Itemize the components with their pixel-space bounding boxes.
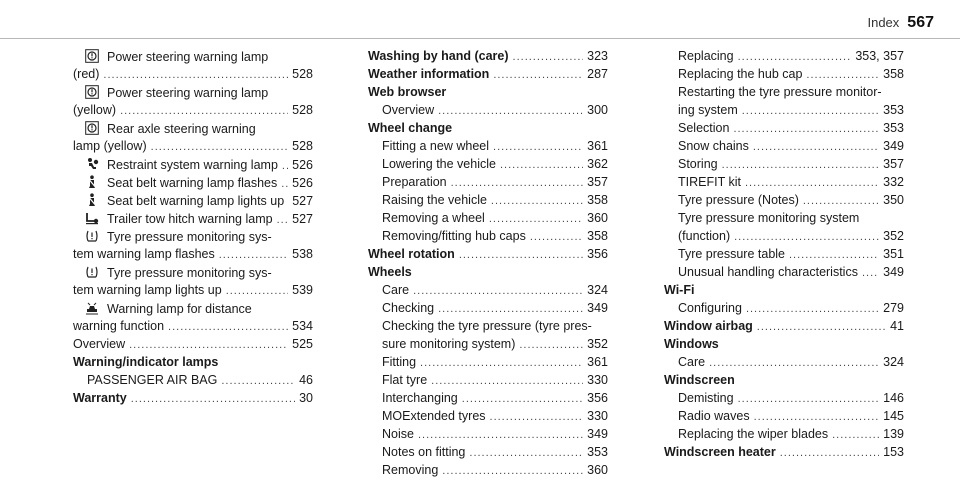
page-reference[interactable]: 353: [587, 445, 608, 459]
page-reference[interactable]: 46: [299, 373, 313, 387]
index-entry: [73, 119, 313, 137]
entry-text: Tyre pressure monitoring sys-: [107, 266, 272, 280]
page-reference[interactable]: 353: [883, 121, 904, 135]
page-reference[interactable]: 332: [883, 175, 904, 189]
entry-text: Wheels: [368, 265, 412, 279]
entry-text: (yellow): [73, 103, 117, 117]
leader-dots: [519, 336, 583, 354]
entry-text: Weather information: [368, 67, 490, 81]
entry-text: Wheel change: [368, 121, 453, 135]
page-number: 567: [907, 14, 934, 31]
entry-text: Removing/fitting hub caps: [382, 229, 526, 243]
index-entry: [73, 155, 313, 173]
page-reference[interactable]: 528: [292, 139, 313, 153]
index-column-3: [664, 47, 904, 461]
page-reference[interactable]: 526: [292, 158, 313, 172]
leader-dots: [746, 300, 879, 318]
index-entry: [664, 389, 904, 407]
entry-text: lamp (yellow): [73, 139, 147, 153]
entry-text: Tyre pressure monitoring sys-: [107, 230, 272, 244]
entry-text: Seat belt warning lamp flashes: [107, 176, 278, 190]
index-heading: [664, 443, 904, 461]
entry-text: Web browser: [368, 85, 447, 99]
index-entry: [368, 425, 608, 443]
entry-text: Replacing the hub cap: [678, 67, 803, 81]
page-header: [867, 14, 934, 32]
leader-dots: [129, 336, 288, 354]
entry-text: Overview: [73, 337, 126, 351]
index-column-1: [73, 47, 313, 407]
leader-dots: [442, 462, 583, 480]
leader-dots: [734, 228, 879, 246]
index-entry: [73, 173, 313, 191]
index-heading: [73, 389, 313, 407]
leader-dots: [131, 390, 295, 408]
leader-dots: [789, 246, 879, 264]
index-entry: [664, 119, 904, 137]
entry-text: Fitting a new wheel: [382, 139, 490, 153]
entry-text: Noise: [382, 427, 414, 441]
leader-dots: [803, 192, 879, 210]
entry-text: Rear axle steering warning: [107, 122, 256, 136]
index-entry: [368, 155, 608, 173]
entry-text: Checking the tyre pressure (tyre pres-: [382, 319, 592, 333]
page-reference[interactable]: 527: [292, 194, 314, 208]
index-entry: [664, 83, 904, 101]
leader-dots: [780, 444, 879, 462]
entry-text: Removing a wheel: [382, 211, 485, 225]
entry-text: PASSENGER AIR BAG: [87, 373, 218, 387]
index-entry: [368, 353, 608, 371]
index-entry: [368, 371, 608, 389]
leader-dots: [462, 390, 583, 408]
leader-dots: [151, 138, 289, 156]
leader-dots: [489, 210, 583, 228]
page-reference[interactable]: 30: [299, 391, 313, 405]
entry-text: Configuring: [678, 301, 742, 315]
page-reference[interactable]: 351: [883, 247, 904, 261]
page-reference[interactable]: 356: [587, 391, 608, 405]
entry-text: Snow chains: [678, 139, 749, 153]
index-entry: [664, 263, 904, 281]
index-heading: [664, 281, 904, 299]
page-reference[interactable]: 353, 357: [855, 49, 904, 63]
index-entry: [73, 371, 313, 389]
entry-text: Warning lamp for distance: [107, 302, 252, 316]
index-entry: [664, 209, 904, 227]
page-reference[interactable]: 525: [292, 337, 313, 351]
index-entry: [664, 353, 904, 371]
leader-dots: [742, 102, 879, 120]
index-entry: [664, 299, 904, 317]
entry-text: warning function: [73, 319, 165, 333]
entry-text: Fitting: [382, 355, 417, 369]
index-entry: [368, 443, 608, 461]
index-entry: [368, 209, 608, 227]
index-entry: [73, 137, 313, 155]
entry-text: Care: [678, 355, 706, 369]
index-entry: [664, 173, 904, 191]
page-reference[interactable]: 528: [292, 103, 313, 117]
leader-dots: [530, 228, 583, 246]
index-heading: [368, 47, 608, 65]
entry-text: Windscreen: [664, 373, 735, 387]
index-entry: [73, 299, 313, 317]
index-heading: [73, 353, 313, 371]
index-heading: [664, 371, 904, 389]
leader-dots: [103, 66, 288, 84]
page-reference[interactable]: 538: [292, 247, 313, 261]
leader-dots: [281, 175, 288, 193]
entry-text: Seat belt warning lamp lights up: [107, 194, 285, 208]
index-heading: [368, 119, 608, 137]
steering-wheel-warning-icon: [85, 49, 99, 63]
index-entry: [368, 281, 608, 299]
entry-text: Raising the vehicle: [382, 193, 487, 207]
index-column-2: [368, 47, 608, 479]
entry-text: Overview: [382, 103, 435, 117]
tyre-pressure-icon: [85, 229, 99, 243]
page-reference[interactable]: 41: [890, 319, 904, 333]
distance-warning-icon: [85, 301, 99, 315]
entry-text: Storing: [678, 157, 718, 171]
index-entry: [368, 227, 608, 245]
index-entry: [664, 155, 904, 173]
index-entry: [368, 299, 608, 317]
page-reference[interactable]: 356: [587, 247, 608, 261]
page-reference[interactable]: 358: [587, 229, 608, 243]
entry-text: ing system: [678, 103, 738, 117]
entry-text: Lowering the vehicle: [382, 157, 496, 171]
page-reference[interactable]: 361: [587, 139, 608, 153]
page-reference[interactable]: 146: [883, 391, 904, 405]
page-reference[interactable]: 153: [883, 445, 904, 459]
page-reference[interactable]: 362: [587, 157, 608, 171]
page-reference[interactable]: 300: [587, 103, 608, 117]
page-reference[interactable]: 287: [587, 67, 608, 81]
page-reference[interactable]: 526: [292, 176, 313, 190]
page-reference[interactable]: 349: [883, 265, 904, 279]
leader-dots: [221, 372, 295, 390]
leader-dots: [493, 138, 583, 156]
entry-text: Window airbag: [664, 319, 753, 333]
header-divider: [0, 38, 960, 39]
entry-text: Notes on fitting: [382, 445, 466, 459]
index-entry: [73, 209, 313, 227]
page-reference[interactable]: 352: [587, 337, 608, 351]
leader-dots: [490, 408, 584, 426]
page-reference[interactable]: 330: [587, 373, 608, 387]
leader-dots: [722, 156, 880, 174]
leader-dots: [469, 444, 583, 462]
page-reference[interactable]: 527: [292, 212, 313, 226]
seat-belt-icon: [85, 175, 99, 189]
index-entry: [664, 407, 904, 425]
page-reference[interactable]: 350: [883, 193, 904, 207]
entry-text: Demisting: [678, 391, 734, 405]
page-reference[interactable]: 145: [883, 409, 904, 423]
index-entry: [73, 65, 313, 83]
leader-dots: [733, 120, 879, 138]
index-entry: [368, 173, 608, 191]
leader-dots: [219, 246, 288, 264]
leader-dots: [738, 390, 880, 408]
entry-text: TIREFIT kit: [678, 175, 741, 189]
index-entry: [664, 47, 904, 65]
entry-text: Flat tyre: [382, 373, 428, 387]
leader-dots: [757, 318, 886, 336]
leader-dots: [832, 426, 879, 444]
leader-dots: [491, 192, 583, 210]
index-entry: [368, 137, 608, 155]
page-reference[interactable]: 349: [883, 139, 904, 153]
index-entry: [73, 317, 313, 335]
steering-wheel-warning-icon: [85, 85, 99, 99]
leader-dots: [459, 246, 583, 264]
page-reference[interactable]: 534: [292, 319, 313, 333]
entry-text: tem warning lamp flashes: [73, 247, 215, 261]
index-heading: [664, 335, 904, 353]
index-entry: [73, 47, 313, 65]
entry-text: Washing by hand (care): [368, 49, 509, 63]
entry-text: (red): [73, 67, 100, 81]
leader-dots: [438, 102, 583, 120]
page-reference[interactable]: 349: [587, 427, 608, 441]
entry-text: Wi-Fi: [664, 283, 695, 297]
index-heading: [368, 83, 608, 101]
entry-text: Trailer tow hitch warning lamp: [107, 212, 273, 226]
index-entry: [664, 245, 904, 263]
entry-text: Replacing the wiper blades: [678, 427, 829, 441]
leader-dots: [709, 354, 879, 372]
entry-text: Tyre pressure (Notes): [678, 193, 799, 207]
page-reference[interactable]: 324: [587, 283, 608, 297]
index-entry: [73, 101, 313, 119]
index-entry: [73, 191, 313, 209]
trailer-hitch-icon: [85, 211, 99, 225]
page-reference[interactable]: 352: [883, 229, 904, 243]
index-heading: [664, 317, 904, 335]
page-reference[interactable]: 349: [587, 301, 608, 315]
entry-text: Tyre pressure table: [678, 247, 785, 261]
index-entry: [368, 407, 608, 425]
leader-dots: [431, 372, 583, 390]
entry-text: Windscreen heater: [664, 445, 776, 459]
index-entry: [368, 461, 608, 479]
leader-dots: [277, 211, 289, 229]
index-entry: [73, 245, 313, 263]
entry-text: Restraint system warning lamp: [107, 158, 278, 172]
entry-text: Windows: [664, 337, 719, 351]
leader-dots: [500, 156, 583, 174]
page-reference[interactable]: 528: [292, 67, 313, 81]
leader-dots: [806, 66, 879, 84]
page-reference[interactable]: 279: [883, 301, 904, 315]
restraint-system-icon: [85, 157, 99, 171]
page-reference[interactable]: 357: [883, 157, 904, 171]
entry-text: Replacing: [678, 49, 734, 63]
leader-dots: [753, 138, 879, 156]
leader-dots: [438, 300, 583, 318]
index-entry: [664, 137, 904, 155]
leader-dots: [226, 282, 288, 300]
leader-dots: [862, 264, 879, 282]
index-entry: [368, 317, 608, 335]
page-reference[interactable]: 139: [883, 427, 904, 441]
index-entry: [664, 227, 904, 245]
index-entry: [368, 335, 608, 353]
index-entry: [368, 389, 608, 407]
entry-text: Interchanging: [382, 391, 458, 405]
leader-dots: [120, 102, 288, 120]
entry-text: Restarting the tyre pressure monitor-: [678, 85, 882, 99]
entry-text: Warning/indicator lamps: [73, 355, 219, 369]
page-reference[interactable]: 358: [587, 193, 608, 207]
index-heading: [368, 65, 608, 83]
index-entry: [664, 425, 904, 443]
leader-dots: [413, 282, 583, 300]
index-entry: [664, 101, 904, 119]
index-entry: [73, 263, 313, 281]
page-reference[interactable]: 324: [883, 355, 904, 369]
entry-text: Preparation: [382, 175, 447, 189]
entry-text: Wheel rotation: [368, 247, 455, 261]
seat-belt-icon: [85, 193, 99, 207]
page-reference[interactable]: 353: [883, 103, 904, 117]
entry-text: Selection: [678, 121, 730, 135]
entry-text: MOExtended tyres: [382, 409, 486, 423]
index-entry: [368, 191, 608, 209]
index-entry: [73, 83, 313, 101]
page-reference[interactable]: 361: [587, 355, 608, 369]
entry-text: Care: [382, 283, 410, 297]
index-entry: [73, 335, 313, 353]
entry-text: sure monitoring system): [382, 337, 516, 351]
page-reference[interactable]: 330: [587, 409, 608, 423]
index-entry: [664, 191, 904, 209]
leader-dots: [738, 48, 852, 66]
leader-dots: [168, 318, 288, 336]
index-entry: [664, 65, 904, 83]
index-entry: [73, 227, 313, 245]
entry-text: Power steering warning lamp: [107, 50, 269, 64]
entry-text: Warranty: [73, 391, 127, 405]
steering-wheel-warning-icon: [85, 121, 99, 135]
entry-text: Unusual handling characteristics: [678, 265, 858, 279]
page-reference[interactable]: 357: [587, 175, 608, 189]
section-title: Index: [867, 15, 900, 30]
entry-text: tem warning lamp lights up: [73, 283, 222, 297]
page-reference[interactable]: 358: [883, 67, 904, 81]
leader-dots: [754, 408, 880, 426]
entry-text: Power steering warning lamp: [107, 86, 269, 100]
page-reference[interactable]: 360: [587, 463, 608, 477]
leader-dots: [420, 354, 583, 372]
entry-text: Tyre pressure monitoring system: [678, 211, 860, 225]
index-entry: [368, 101, 608, 119]
leader-dots: [418, 426, 583, 444]
leader-dots: [745, 174, 879, 192]
page-reference[interactable]: 360: [587, 211, 608, 225]
index-heading: [368, 245, 608, 263]
page-reference[interactable]: 323: [587, 49, 608, 63]
index-entry: [73, 281, 313, 299]
leader-dots: [493, 66, 583, 84]
entry-text: Radio waves: [678, 409, 750, 423]
leader-dots: [513, 48, 584, 66]
page-reference[interactable]: 539: [292, 283, 313, 297]
leader-dots: [451, 174, 584, 192]
entry-text: Removing: [382, 463, 439, 477]
entry-text: Checking: [382, 301, 435, 315]
tyre-pressure-icon: [85, 265, 99, 279]
index-heading: [368, 263, 608, 281]
leader-dots: [282, 157, 288, 175]
entry-text: (function): [678, 229, 731, 243]
